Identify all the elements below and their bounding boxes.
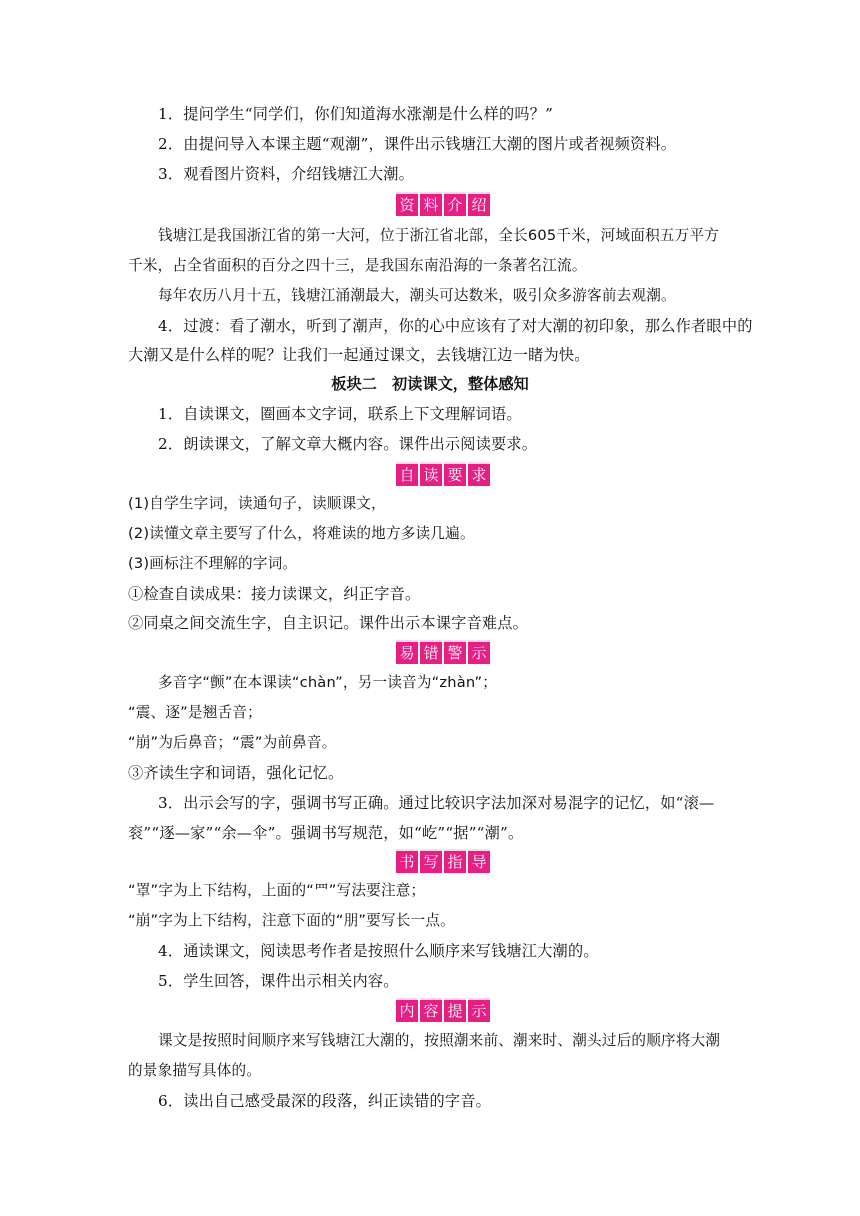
guide-line: “罩”字为上下结构，上面的“罒”写法要注意；	[128, 882, 426, 899]
tip-line: 的景象描写具体的。	[128, 1062, 262, 1079]
badge-char: 示	[468, 640, 490, 664]
step-5: 5．学生回答，课件出示相关内容。	[158, 972, 399, 990]
step-1: 1．提问学生“同学们，你们知道海水涨潮是什么样的吗？”	[158, 105, 554, 123]
badge-char: 要	[444, 462, 466, 486]
step-2: 2．由提问导入本课主题“观潮”，课件出示钱塘江大潮的图片或者视频资料。	[158, 135, 677, 153]
guide-line: “崩”字为上下结构，注意下面的“朋”要写长一点。	[128, 912, 455, 929]
step-3-cont: 衮”“逐—家”“余—伞”。强调书写规范，如“屹”“据”“潮”。	[128, 824, 524, 842]
info-line: 千米，占全省面积的百分之四十三，是我国东南沿海的一条著名江流。	[128, 257, 587, 274]
badge-char: 导	[468, 849, 490, 873]
badge-char: 提	[444, 998, 466, 1022]
badge-char: 资	[396, 192, 418, 216]
section-heading: 板块二 初读课文，整体感知	[331, 375, 529, 393]
badge-char: 读	[420, 462, 442, 486]
badge-info	[396, 192, 490, 216]
warning-line: “震、逐”是翘舌音；	[128, 704, 262, 721]
step-4: 4．通读课文，阅读思考作者是按照什么顺序来写钱塘江大潮的。	[158, 942, 599, 960]
step-1: 1．自读课文，圈画本文字词，联系上下文理解词语。	[158, 405, 522, 423]
badge-char: 介	[444, 192, 466, 216]
requirement-item: (1)自学生字词，读通句子，读顺课文，	[128, 495, 386, 512]
badge-char: 自	[396, 462, 418, 486]
sub-step: ③齐读生字和词语，强化记忆。	[128, 764, 344, 782]
warning-line: “崩”为后鼻音；“震”为前鼻音。	[128, 734, 337, 751]
badge-char: 容	[420, 998, 442, 1022]
badge-char: 示	[468, 998, 490, 1022]
badge-char: 求	[468, 462, 490, 486]
sub-step: ①检查自读成果：接力读课文，纠正字音。	[128, 585, 421, 603]
badge-warning	[396, 640, 490, 664]
sub-step: ②同桌之间交流生字，自主识记。课件出示本课字音难点。	[128, 614, 529, 632]
badge-char: 指	[444, 849, 466, 873]
badge-char: 料	[420, 192, 442, 216]
step-4: 4．过渡：看了潮水，听到了潮声，你的心中应该有了对大潮的初印象，那么作者眼中的	[158, 317, 753, 335]
step-3: 3．出示会写的字，强调书写正确。通过比较识字法加深对易混字的记忆，如“滚—	[158, 794, 715, 812]
badge-char: 书	[396, 849, 418, 873]
badge-requirements	[396, 462, 490, 486]
requirement-item: (2)读懂文章主要写了什么，将难读的地方多读几遍。	[128, 525, 475, 542]
badge-char: 易	[396, 640, 418, 664]
badge-char: 警	[444, 640, 466, 664]
step-3: 3．观看图片资料，介绍钱塘江大潮。	[158, 165, 415, 183]
step-4-cont: 大潮又是什么样的呢？让我们一起通过课文，去钱塘江边一睹为快。	[128, 346, 590, 364]
badge-writing-guide	[396, 849, 490, 873]
badge-content-tip	[396, 998, 490, 1022]
info-line: 钱塘江是我国浙江省的第一大河，位于浙江省北部，全长605千米，河域面积五万平方	[158, 227, 720, 244]
requirement-item: (3)画标注不理解的字词。	[128, 555, 298, 572]
step-6: 6．读出自己感受最深的段落，纠正读错的字音。	[158, 1092, 492, 1110]
badge-char: 写	[420, 849, 442, 873]
step-2: 2．朗读课文，了解文章大概内容。课件出示阅读要求。	[158, 435, 538, 453]
info-line: 每年农历八月十五，钱塘江涌潮最大，潮头可达数米，吸引众多游客前去观潮。	[158, 287, 676, 304]
warning-line: 多音字“颤”在本课读“chàn”，另一读音为“zhàn”；	[158, 674, 498, 691]
badge-char: 错	[420, 640, 442, 664]
badge-char: 内	[396, 998, 418, 1022]
badge-char: 绍	[468, 192, 490, 216]
tip-line: 课文是按照时间顺序来写钱塘江大潮的，按照潮来前、潮来时、潮头过后的顺序将大潮	[158, 1032, 721, 1049]
